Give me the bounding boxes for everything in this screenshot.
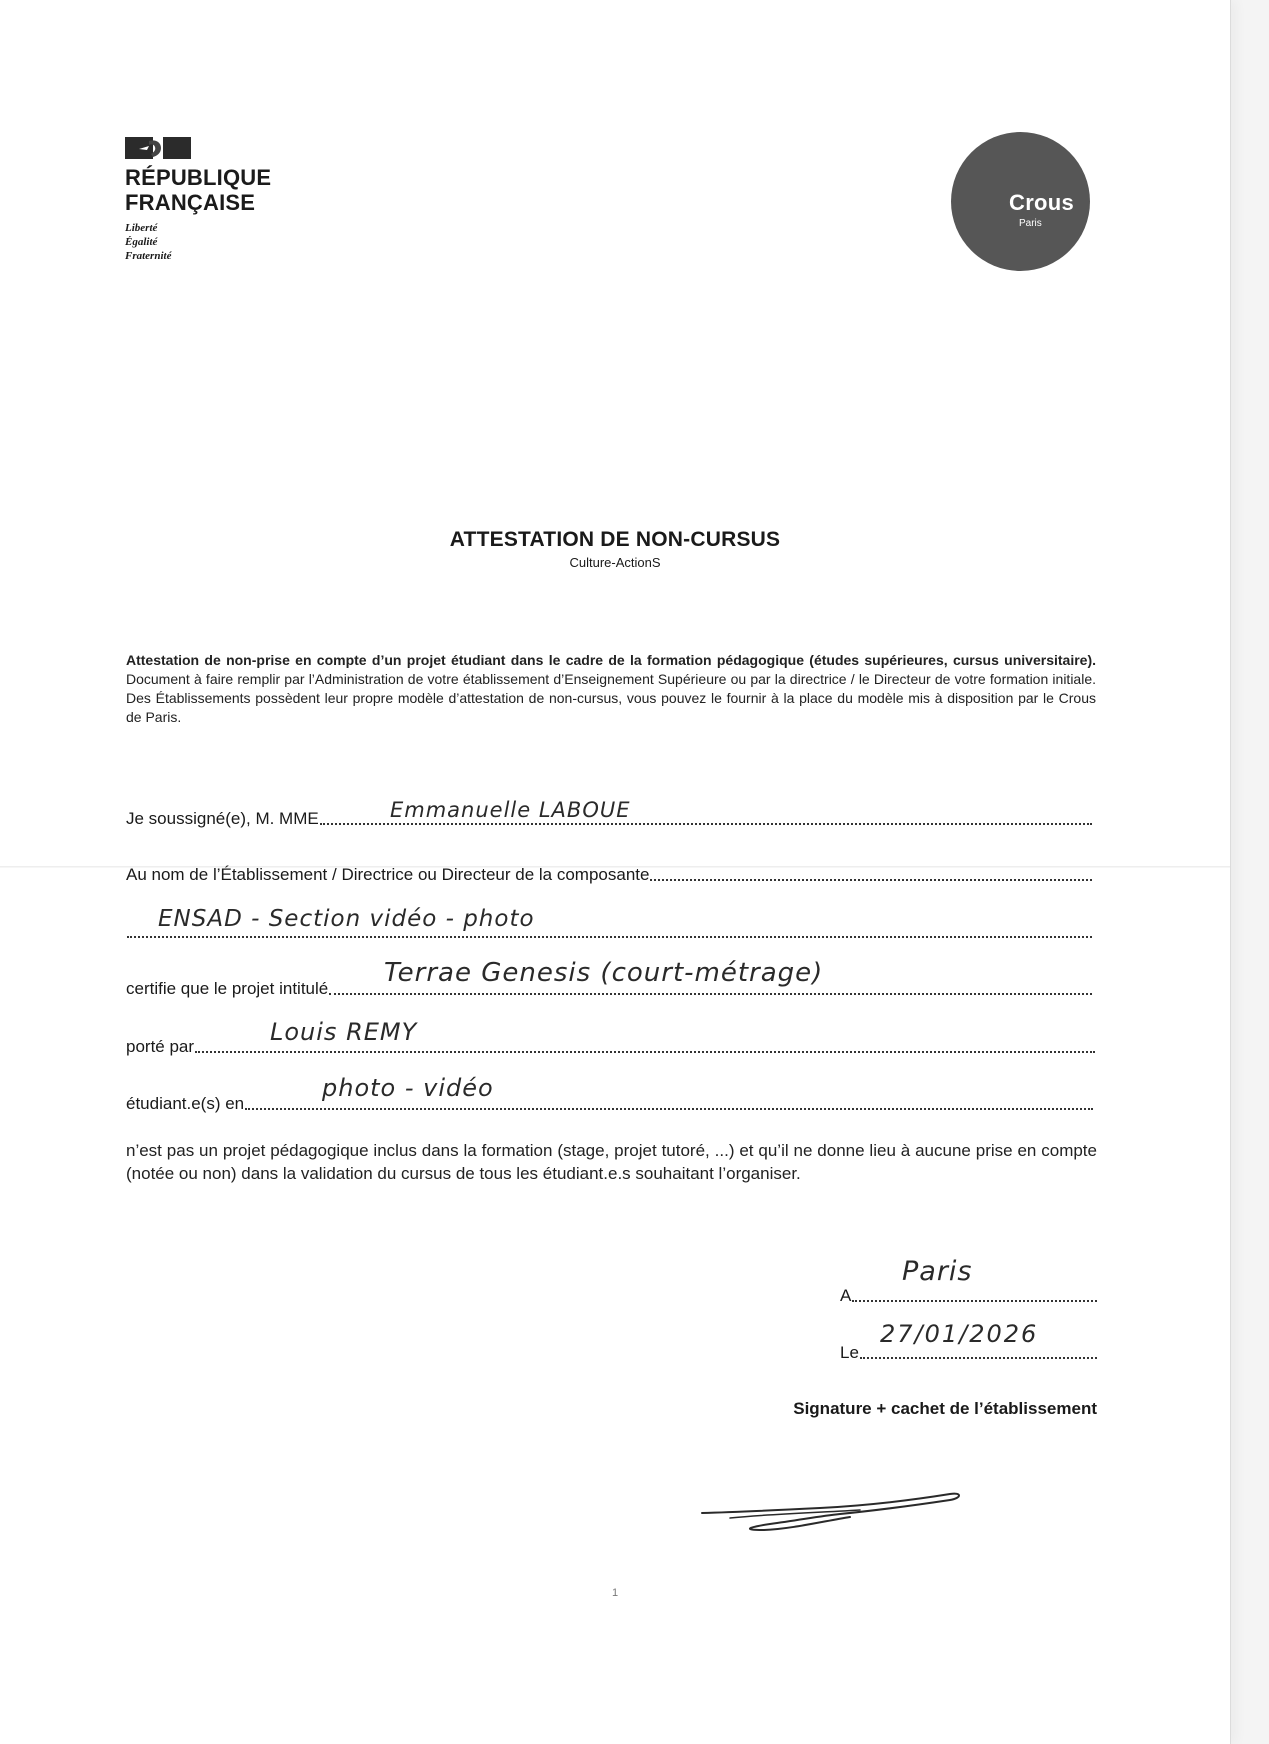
establishment-value: ENSAD - Section vidéo - photo (158, 906, 535, 932)
republic-motto (125, 221, 285, 263)
statement-paragraph: n’est pas un projet pédagogique inclus dans la formation (stage, projet tutoré, ...) et qu’il ne donne lieu à aucune prise en compte (notée ou non) dans la validation du cursus de tous les étudiant.e.s souhaitant l’organiser. (126, 1141, 1097, 1183)
undersigned-label: Je soussigné(e), M. MME (126, 809, 319, 828)
students-label: étudiant.e(s) en (126, 1094, 245, 1113)
intro-bold: Attestation de non-prise en compte d’un projet étudiant dans le cadre de la formation pédagogique (études supérieures, cursus universitaire). (126, 652, 1096, 668)
project-label: certifie que le projet intitulé (126, 979, 329, 998)
motto-liberte: Liberté (125, 222, 158, 234)
motto-egalite: Égalité (125, 236, 158, 248)
crous-logo-name: Crous (1009, 190, 1075, 215)
motto-fraternite: Fraternité (125, 250, 172, 262)
intro-paragraph (126, 651, 1096, 727)
republique-francaise-logo (125, 137, 285, 263)
document-title: ATTESTATION DE NON-CURSUS (449, 528, 781, 551)
students-value: photo - vidéo (322, 1074, 494, 1102)
establishment-label: Au nom de l’Établissement / Directrice ou Directeur de la composante (126, 865, 650, 884)
field-students (126, 1090, 1093, 1114)
marianne-flag-icon (125, 137, 191, 159)
place-label: A (840, 1286, 852, 1305)
crous-logo-city: Paris (1019, 218, 1042, 229)
document-subtitle: Culture-ActionS (569, 555, 661, 570)
page-number: 1 (611, 1587, 619, 1599)
undersigned-value: Emmanuelle LABOUE (390, 798, 631, 822)
crous-logo (951, 132, 1090, 271)
intro-text: Document à faire remplir par l’Administration de votre établissement d’Enseignement Supérieure ou par la directrice / le Directeur de votre formation initiale. Des Établissements possèdent leur propre modèle d’attestation de non-cursus, vous pouvez le fournir à la place du modèle mis à disposition par le Crous de Paris. (126, 671, 1096, 725)
field-establishment (126, 861, 1092, 885)
signature-label: Signature + cachet de l’établissement (793, 1399, 1097, 1418)
carried-value: Louis REMY (270, 1018, 418, 1046)
handwritten-signature (700, 1478, 970, 1548)
place-value: Paris (902, 1256, 973, 1287)
republique-francaise-name: RÉPUBLIQUE FRANÇAISE (125, 165, 272, 215)
date-value: 27/01/2026 (880, 1320, 1039, 1348)
project-value: Terrae Genesis (court-métrage) (384, 958, 824, 988)
date-label: Le (840, 1343, 859, 1362)
carried-label: porté par (126, 1037, 195, 1056)
